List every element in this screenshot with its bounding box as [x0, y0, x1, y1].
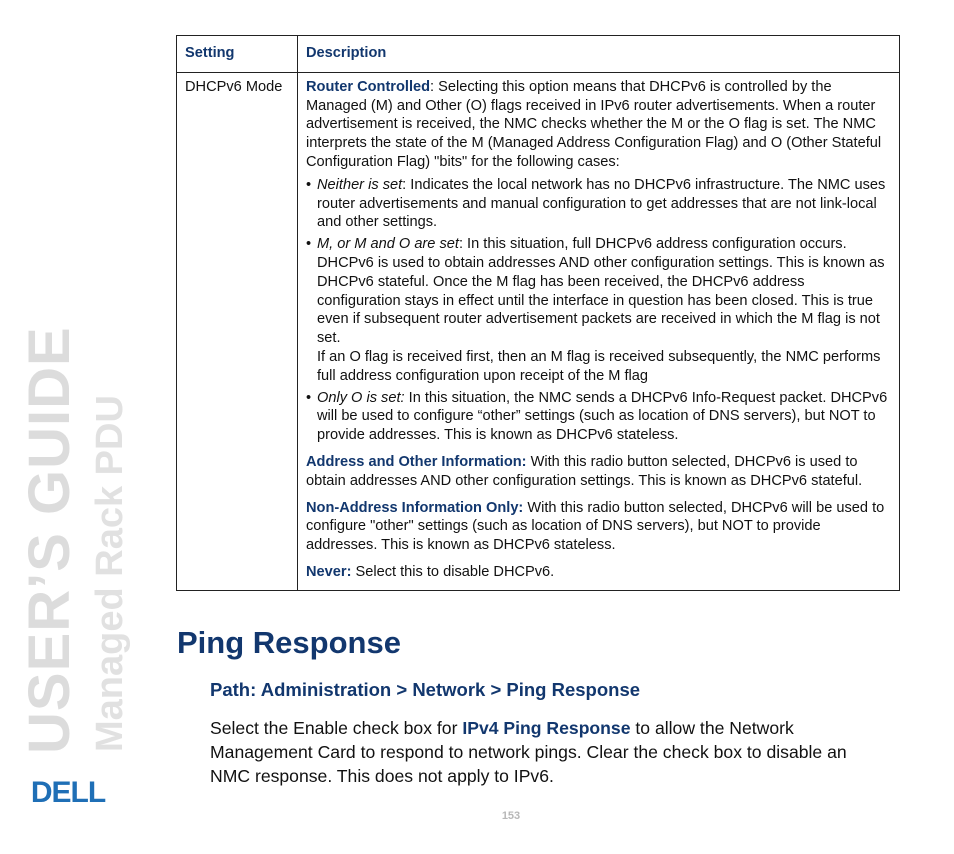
- never-term: Never:: [306, 563, 352, 580]
- table-row: [177, 72, 900, 590]
- router-controlled-paragraph: [306, 78, 891, 172]
- settings-table: [176, 35, 900, 591]
- router-controlled-text: : Selecting this option means that DHCPv6 is controlled by the Managed (M) and Other (O) flags received in IPv6 router advertisements. When a router advertisement is received, the NMC checks whether the M or the O flag is set. The NMC interprets the state of the M (Managed Address Configuration Flag) and O (Other Stateful Configuration Flag) "bits" for the following cases:: [306, 78, 882, 170]
- dell-logo: [24, 776, 112, 806]
- case-label: Only O is set:: [317, 389, 405, 406]
- header-description: Description: [298, 36, 900, 73]
- sidebar-subtitle: Managed Rack PDU: [89, 395, 131, 752]
- body-text-after: to allow the Network Management Card to respond to network pings. Clear the check box to disable an NMC response. This does not apply to IPv6.: [210, 718, 847, 786]
- list-item: [306, 235, 891, 385]
- page-number: 153: [501, 810, 521, 822]
- case-label: M, or M and O are set: [317, 236, 459, 253]
- address-other-text: With this radio button selected, DHCPv6 is used to obtain addresses AND other configuration settings. This is known as DHCPv6 stateful.: [306, 453, 863, 489]
- dell-logo-text: DELL: [30, 776, 106, 806]
- section-title: Ping Response: [177, 625, 401, 660]
- body-text-before: Select the Enable check box for: [210, 718, 463, 738]
- non-address-text: With this radio button selected, DHCPv6 will be used to configure "other" settings (such as location of DNS servers), but NOT to provide addresses. This is known as DHCPv6 stateless.: [306, 499, 885, 554]
- non-address-paragraph: [306, 499, 891, 555]
- table-header-row: [177, 36, 900, 73]
- address-other-term: Address and Other Information:: [306, 453, 527, 470]
- setting-cell: DHCPv6 Mode: [177, 72, 298, 590]
- case-extra-text: If an O flag is received first, then an M flag is received subsequently, the NMC performs full address configuration upon receipt of the M flag: [317, 348, 881, 384]
- list-item: [306, 389, 891, 445]
- router-controlled-term: Router Controlled: [306, 78, 431, 95]
- case-text: In this situation, the NMC sends a DHCPv6 Info-Request packet. DHCPv6 will be used to configure “other” settings (such as location of DNS servers), but NOT to provide addresses. This is known as DHCPv6 stateless.: [317, 389, 888, 444]
- never-paragraph: [306, 563, 891, 582]
- navigation-path: Path: Administration > Network > Ping Response: [210, 679, 641, 700]
- case-label: Neither is set: [317, 176, 403, 193]
- list-item: [306, 176, 891, 232]
- case-text: : In this situation, full DHCPv6 address configuration occurs. DHCPv6 is used to obtain addresses AND other configuration settings. This is known as DHCPv6 stateful. Once the M flag has been received, the DHCPv6 address configuration stays in effect until the interface in question has been closed. This is true even if subsequent router advertisement packets are received in which the M flag is not set.: [317, 236, 885, 347]
- non-address-term: Non-Address Information Only:: [306, 499, 524, 516]
- section-body: [210, 716, 890, 788]
- sidebar-title: USER’S GUIDE: [17, 326, 82, 754]
- case-text: : Indicates the local network has no DHCPv6 infrastructure. The NMC uses router advertisements and manual configuration to get addresses that are not link-local and other settings.: [317, 176, 886, 231]
- address-other-paragraph: [306, 453, 891, 491]
- header-setting: Setting: [177, 36, 298, 73]
- ipv4-ping-response-term: IPv4 Ping Response: [462, 718, 631, 738]
- flag-cases-list: [306, 176, 891, 445]
- never-text: Select this to disable DHCPv6.: [351, 563, 555, 580]
- description-cell: [298, 72, 900, 590]
